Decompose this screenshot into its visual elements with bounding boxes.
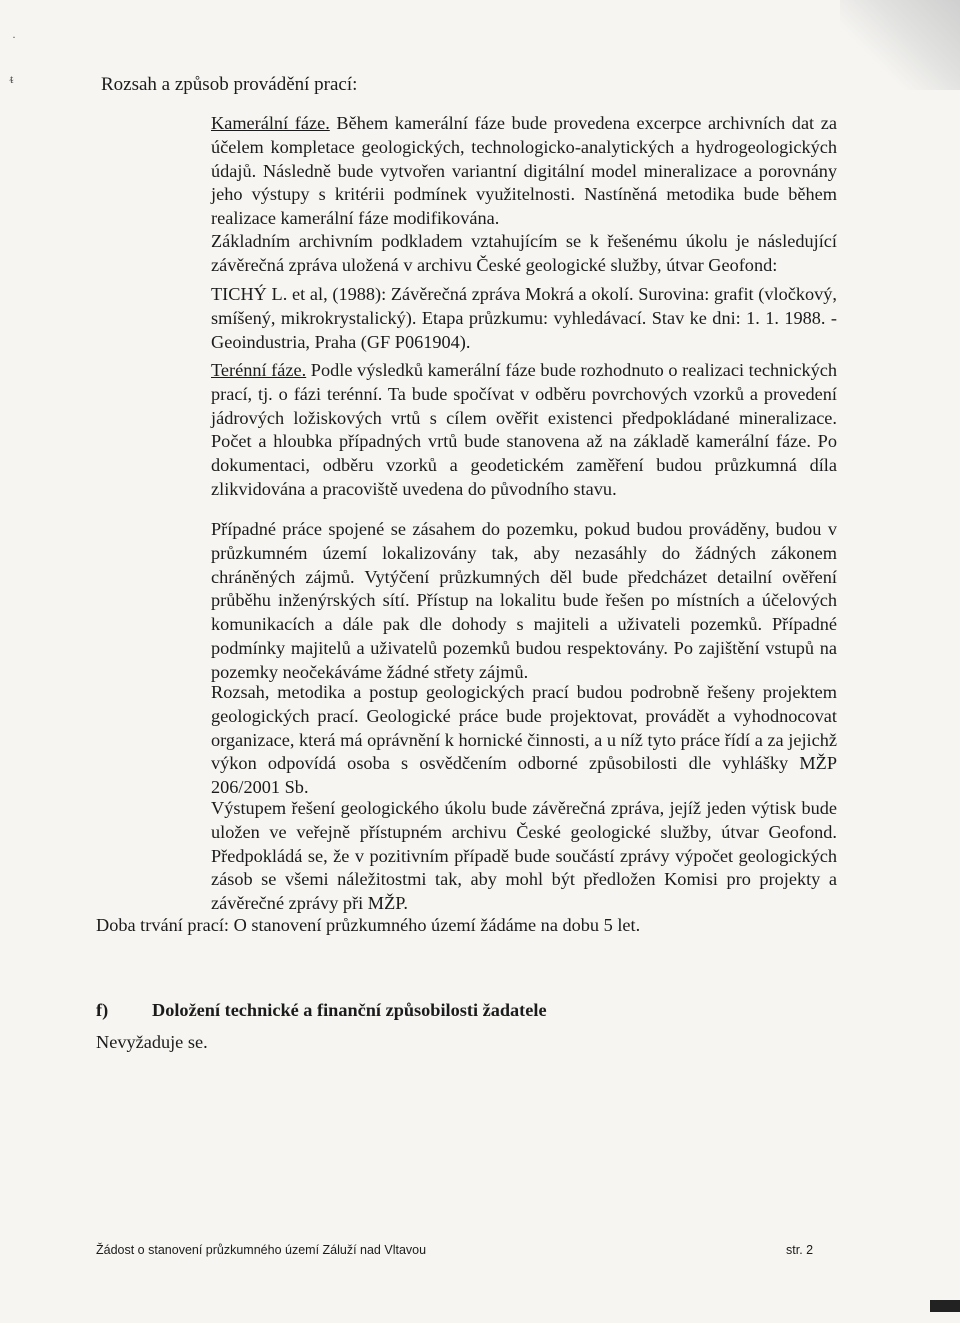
- section-heading: Rozsah a způsob provádění prací:: [101, 74, 358, 95]
- paragraph-vystupem: [211, 797, 837, 916]
- scan-edge-bar: [930, 1300, 960, 1312]
- paragraph-kameralni: [211, 112, 837, 231]
- paragraph-pripadne: [211, 518, 837, 685]
- paragraph-terenni: [211, 359, 837, 502]
- kameralni-text: Během kamerální fáze bude provedena excerpce archivních dat za účelem kompletace geologických, technologicko-analytických a hydrogeologických údajů. Následně bude vytvořen variantní digitální model mineralizace a porovnány jeho výstupy s kritérii podmínek využitelnosti. Nastíněná metodika bude během realizace kamerální fáze modifikována.: [211, 113, 837, 229]
- footer-title: Žádost o stanovení průzkumného území Záluží nad Vltavou: [96, 1243, 427, 1257]
- paragraph-rozsah-metodika: [211, 681, 837, 800]
- doba-trvani: Doba trvání prací: O stanovení průzkumného území žádáme na dobu 5 let.: [96, 915, 641, 935]
- reference-text: TICHÝ L. et al, (1988): Závěrečná zpráva Mokrá a okolí. Surovina: grafit (vločkový, smíšený, mikrokrystalický). Etapa průzkumu: vyhledávací. Stav ke dni: 1. 1. 1988. - Geoindustria, Praha (GF P061904).: [211, 284, 837, 352]
- zakladnim-text: Základním archivním podkladem vztahujícím se k řešenému úkolu je následující závěrečná zpráva uložená v archivu České geologické služby, útvar Geofond:: [211, 231, 837, 275]
- scan-edge-mark: ·: [12, 30, 16, 44]
- section-f-title: Doložení technické a finanční způsobilosti žadatele: [152, 1000, 547, 1020]
- terenni-text: Podle výsledků kamerální fáze bude rozhodnuto o realizaci technických prací, tj. o fázi terénní. Ta bude spočívat v odběru povrchových vzorků a provedení jádrových ložiskových vrtů s cílem ověřit existenci předpokládané mineralizace. Počet a hloubka případných vrtů bude stanovena až na základě kamerální fáze. Po dokumentaci, odběru vzorků a geodetickém zaměření budou průzkumná díla zlikvidována a pracoviště uvedena do původního stavu.: [211, 360, 837, 499]
- kameralni-label: Kamerální fáze.: [211, 113, 330, 133]
- scan-corner-shadow: [840, 0, 960, 90]
- section-f-heading: [96, 1000, 547, 1021]
- section-f-letter: f): [96, 1000, 109, 1020]
- pripadne-text: Případné práce spojené se zásahem do pozemku, pokud budou prováděny, budou v průzkumném území lokalizovány tak, aby nezasáhly do žádných zákonem chráněných zájmů. Vytýčení průzkumných děl bude předcházet detailní ověření průběhu inženýrských sítí. Přístup na lokalitu bude řešen po místních a účelových komunikacích a dále pak dle dohody s majiteli a uživateli pozemků. Případné podmínky majitelů a uživatelů pozemků budou respektovány. Po zajištění vstupů na pozemky neočekáváme žádné střety zájmů.: [211, 519, 837, 682]
- paragraph-reference: [211, 283, 837, 354]
- page-number: str. 2: [786, 1243, 814, 1257]
- terenni-label: Terénní fáze.: [211, 360, 307, 380]
- rozsah-metodika-text: Rozsah, metodika a postup geologických prací budou podrobně řešeny projektem geologických prací. Geologické práce bude projektovat, provádět a vyhodnocovat organizace, která má oprávnění k hornické činnosti, a u níž tyto práce řídí a za jejichž výkon odpovídá osoba s osvědčením odborné způsobilosti dle vyhlášky MŽP 206/2001 Sb.: [211, 682, 837, 798]
- vystupem-text: Výstupem řešení geologického úkolu bude závěrečná zpráva, jejíž jeden výtisk bude uložen ve veřejně přístupném archivu České geologické služby, útvar Geofond. Předpokládá se, že v pozitivním případě bude součástí zprávy výpočet geologických zásob se všemi náležitostmi tak, aby mohl být předložen Komisi pro projekty a závěrečné zprávy při MŽP.: [211, 798, 837, 914]
- section-f-body: Nevyžaduje se.: [96, 1032, 208, 1052]
- paragraph-zakladnim: [211, 230, 837, 278]
- scan-edge-mark: ᵵ: [10, 72, 14, 86]
